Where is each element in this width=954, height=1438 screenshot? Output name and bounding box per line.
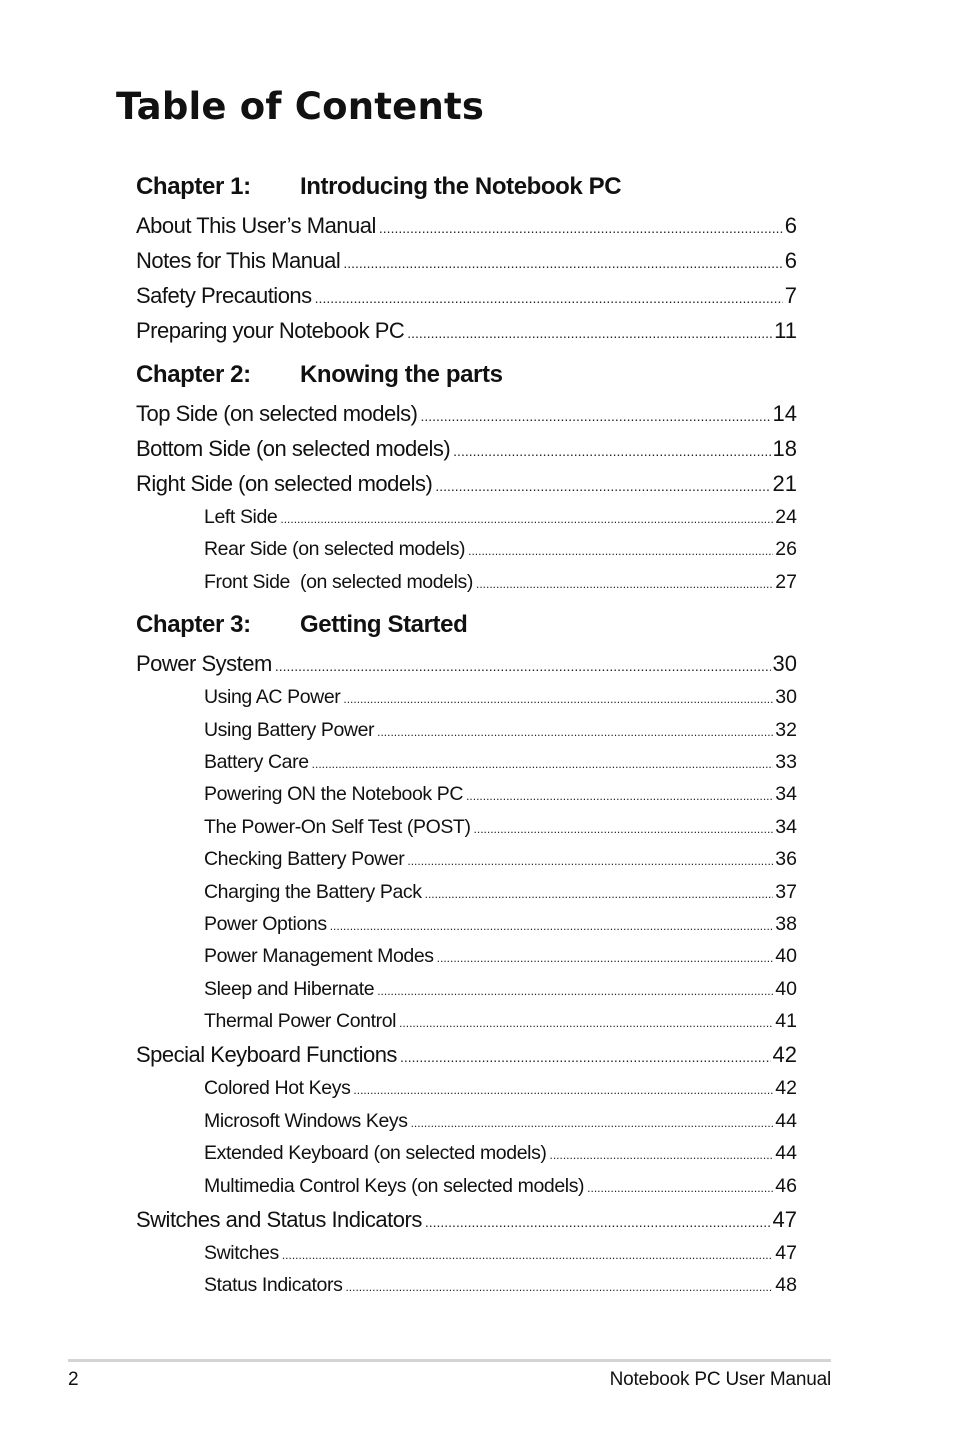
chapter-heading [136,608,797,646]
toc-entry-text: Bottom Side (on selected models) [136,436,451,461]
toc-entry[interactable] [136,646,797,681]
toc-entry-text: Powering ON the Notebook PC [204,783,464,806]
dot-leader [437,942,774,974]
toc-entry-text: Sleep and Hibernate [204,977,375,1000]
toc-subentry[interactable] [136,1170,797,1202]
dot-leader [435,469,770,504]
toc-entry-text: About This User’s Manual [136,213,376,238]
toc-entry-text: Checking Battery Power [204,848,405,871]
toc-entry-page: 33 [775,750,797,773]
toc-entry[interactable] [136,208,797,243]
toc-entry[interactable] [136,396,797,431]
footer-page-number: 2 [68,1369,79,1390]
dot-leader [275,649,771,684]
toc-entry-page: 42 [772,1042,797,1068]
chapter-title: Knowing the parts [300,361,503,388]
toc-subentry[interactable] [136,1072,797,1104]
toc-entry-page: 47 [775,1242,797,1265]
toc-entry-page: 26 [775,538,797,561]
toc-entry-page: 6 [784,248,797,273]
toc-entry-page: 18 [772,436,797,461]
toc-entry-page: 11 [774,318,797,343]
toc-entry-page: 14 [772,401,797,426]
toc-entry-text: Colored Hot Keys [204,1077,351,1100]
dot-leader [312,748,774,780]
toc-entry-text: Switches and Status Indicators [136,1207,422,1233]
toc-entry-text: Safety Precautions [136,283,312,308]
toc-subentry[interactable] [136,1237,797,1269]
dot-leader [353,1074,773,1106]
toc-entry-page: 27 [775,570,797,593]
toc-subentry[interactable] [136,908,797,940]
toc-subentry[interactable] [136,746,797,778]
chapter-label: Chapter 3: [136,611,251,639]
toc-entry-page: 47 [772,1207,797,1233]
dot-leader [330,910,774,942]
toc-entry-page: 34 [775,783,797,806]
dot-leader [466,780,773,812]
toc-entry-text: Charging the Battery Pack [204,880,422,903]
toc-entry[interactable] [136,466,797,501]
toc-entry-page: 37 [775,880,797,903]
footer-divider [68,1359,831,1362]
toc-subentry[interactable] [136,973,797,1005]
dot-leader [550,1139,774,1171]
toc-entry-page: 42 [775,1077,797,1100]
toc-entry[interactable] [136,313,797,348]
toc-subentry[interactable] [136,1105,797,1137]
dot-leader [315,281,783,316]
toc-entry-text: Switches [204,1242,279,1265]
toc-subentry[interactable] [136,681,797,713]
dot-leader [282,1239,773,1271]
table-of-contents [136,170,797,1302]
toc-entry-page: 40 [775,977,797,1000]
toc-entry-page: 34 [775,815,797,838]
dot-leader [345,1271,773,1303]
toc-entry-text: Using Battery Power [204,718,375,741]
toc-entry-page: 48 [775,1274,797,1297]
toc-entry-page: 32 [775,718,797,741]
toc-entry-page: 6 [784,213,797,238]
toc-subentry[interactable] [136,778,797,810]
toc-entry[interactable] [136,1037,797,1072]
toc-entry-text: The Power-On Self Test (POST) [204,815,471,838]
footer-manual-title: Notebook PC User Manual [609,1369,831,1390]
toc-entry-text: Power Management Modes [204,945,434,968]
toc-entry-text: Right Side (on selected models) [136,471,433,496]
toc-entry-page: 24 [775,506,797,528]
dot-leader [420,399,770,434]
dot-leader [400,1040,771,1075]
toc-entry-text: Special Keyboard Functions [136,1042,397,1068]
toc-entry-text: Using AC Power [204,686,341,709]
toc-entry-page: 41 [775,1010,797,1033]
chapter-label: Chapter 1: [136,173,251,200]
toc-entry-page: 46 [775,1174,797,1197]
dot-leader [280,503,773,535]
toc-subentry[interactable] [136,714,797,746]
toc-entry-page: 44 [775,1109,797,1132]
toc-subentry[interactable] [136,501,797,533]
toc-entry-text: Top Side (on selected models) [136,401,418,426]
toc-entry-text: Extended Keyboard (on selected models) [204,1142,547,1165]
toc-subentry[interactable] [136,1269,797,1301]
toc-entry-text: Front Side (on selected models) [204,570,473,593]
toc-entry-page: 44 [775,1142,797,1165]
toc-entry-text: Rear Side (on selected models) [204,538,466,561]
chapter-heading [136,358,797,396]
dot-leader [343,683,773,715]
dot-leader [425,878,774,910]
dot-leader [407,845,773,877]
toc-entry[interactable] [136,278,797,313]
toc-entry-page: 40 [775,945,797,968]
dot-leader [379,211,783,246]
dot-leader [407,316,772,351]
dot-leader [377,975,773,1007]
dot-leader [474,813,774,845]
toc-entry-text: Battery Care [204,750,309,773]
toc-entry-text: Multimedia Control Keys (on selected models) [204,1174,585,1197]
dot-leader [425,1205,771,1240]
toc-entry[interactable] [136,431,797,466]
chapter-title: Getting Started [300,611,468,639]
toc-entry-text: Thermal Power Control [204,1010,397,1033]
chapter-label: Chapter 2: [136,361,251,388]
toc-entry-page: 30 [775,686,797,709]
dot-leader [453,434,770,469]
dot-leader [468,535,773,567]
chapter-heading [136,170,797,208]
toc-entry[interactable] [136,243,797,278]
toc-subentry[interactable] [136,811,797,843]
toc-subentry[interactable] [136,940,797,972]
toc-subentry[interactable] [136,876,797,908]
dot-leader [411,1107,774,1139]
dot-leader [343,246,782,281]
toc-entry-text: Power System [136,651,272,677]
toc-entry[interactable] [136,1202,797,1237]
toc-entry-page: 30 [772,651,797,677]
dot-leader [476,568,773,600]
toc-entry-text: Microsoft Windows Keys [204,1109,408,1132]
toc-entry-text: Power Options [204,912,327,935]
toc-entry-page: 36 [775,848,797,871]
toc-entry-page: 38 [775,912,797,935]
dot-leader [587,1172,773,1204]
dot-leader [377,716,773,748]
toc-subentry[interactable] [136,843,797,875]
chapter-title: Introducing the Notebook PC [300,173,622,200]
dot-leader [399,1007,773,1039]
toc-subentry[interactable] [136,1137,797,1169]
toc-entry-text: Left Side [204,506,278,528]
toc-subentry[interactable] [136,1005,797,1037]
toc-entry-text: Preparing your Notebook PC [136,318,405,343]
page-title: Table of Contents [116,85,485,128]
toc-entry-page: 21 [772,471,797,496]
toc-subentry[interactable] [136,566,797,598]
toc-entry-page: 7 [784,283,797,308]
toc-entry-text: Status Indicators [204,1274,343,1297]
toc-subentry[interactable] [136,533,797,565]
toc-entry-text: Notes for This Manual [136,248,341,273]
